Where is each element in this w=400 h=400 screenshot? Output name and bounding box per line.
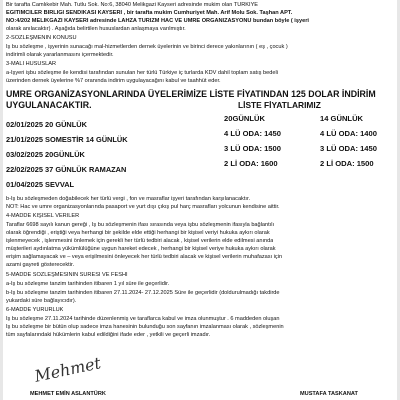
intro-line: EĞİTİMCİLER BİRLİĞİ SENDİKASI KAYSERİ , bir tarafta mukim Cumhuriyet Mah. Arif Molu Sok. Taşhan APT.: [6, 10, 293, 16]
section-6-title: 6-MADDE YÜRÜRLÜK: [6, 307, 64, 313]
body-line: müşterileri aydınlatma yükümlülüğüne uygun hareket edecek , herhangi bir kişisel veriye hukuka aykırı olarak: [6, 246, 276, 252]
section-2-title: 2-SÖZLEŞMENİN KONUSU: [6, 35, 77, 41]
signatory-left: MEHMET EMİN ASLANTÜRK: [30, 391, 106, 397]
body-line: yukardaki süre bağlayıcıdır).: [6, 298, 77, 304]
price-col-20-row: 4 LÜ ODA: 1450: [224, 129, 281, 138]
price-col-20-row: 2 Lİ ODA: 1600: [224, 159, 278, 168]
body-line: erişim sağlamayacak ve – veya erişilmesini önleyecek her türlü tedbiri alacak ve kişisel verilerin muhafazası için: [6, 254, 283, 260]
intro-line: NO:4/202 MELİKGAZİ KAYSERİ adresinde LAHZA TURİZM HAC VE UMRE ORGANİZASYONU bundan böyle ( işyeri: [6, 18, 309, 24]
section-3-title: 3-MALİ HUSUSLAR: [6, 61, 57, 67]
scan-edge-left: [0, 0, 3, 400]
section-4-title: 4-MADDE KİŞİSEL VERİLER: [6, 213, 80, 219]
discount-headline: UMRE ORGANİZASYONLARINDA ÜYELERİMİZE LİSTE FİYATINDAN 125 DOLAR İNDİRİM: [6, 89, 376, 99]
body-line: İş bu sözleşme 27.11.2024 tarihinde düzenlenmiş ve taraflarca kabul ve imza olunmuştur . 6 maddeden oluşan: [6, 316, 280, 322]
intro-line: Bir tarafta Camlıkebir Mah. Tutlu Sok. No:6, 38040 Melikgazi Kayseri adresinde mukim olan TÜRKİYE: [6, 2, 259, 8]
body-line: olarak öğrendiği , eriştiği veya herhangi bir şekilde elde ettiği herhangi bir kişisel veriyi hukuka aykırı olarak: [6, 230, 270, 236]
price-col-20-head: 20GÜNLÜK: [224, 114, 265, 123]
body-line: tüm sayfalarındaki hükümlerin kabul edildiğini ifade eder , yetkili ve geçerli imzadır.: [6, 332, 211, 338]
section-3-line: a-İşyeri işbu sözleşme ile kendisi tarafından sunulan her türlü Türkiye iç turlarda KDV dahil toplam satış bedeli: [6, 70, 278, 76]
body-line: a-İş bu sözleşme tanzim tarihinden itibaren 1 yıl süre ile geçerlidir.: [6, 281, 170, 287]
price-list-title: LİSTE FİYATLARIMIZ: [238, 100, 321, 110]
price-col-14-head: 14 GÜNLÜK: [320, 114, 364, 123]
section-2-line: indirimli olarak yararlanmasını içermektedir.: [6, 52, 114, 58]
price-col-14-row: 3 LÜ ODA: 1450: [320, 144, 377, 153]
body-line: işlenmeyecek , işlenmesini önlemek için gerekli her türlü tedbiri alacak , kişisel verilerin elde edilmesi anında: [6, 238, 274, 244]
price-col-20-row: 3 LÜ ODA: 1500: [224, 144, 281, 153]
tour-date: 01/04/2025 SEVVAL: [6, 180, 75, 189]
section-3-line: üzerinden dernek üyelerine %7 oranında indirim uygulayacağını kabul ve taahhüt eder.: [6, 78, 221, 84]
body-line: İş bu sözleşme bir bütün olup sadece imza hanesinin bulunduğu son sayfanın imzalanması olarak , sözleşmenin: [6, 324, 284, 330]
body-line: b-İş bu sözleşme tanzim tarihinden itibaren 27.11.2024- 27.12.2025 Süre ile geçerlidir (doldurulmadığı takdirde: [6, 290, 280, 296]
price-col-14-row: 2 Lİ ODA: 1500: [320, 159, 374, 168]
price-col-14-row: 4 LÜ ODA: 1400: [320, 129, 377, 138]
section-2-line: İş bu sözleşme , işyerinin sunacağı mal-hizmetlerden dernek üyelerinin ve birinci derece yakınlarının ( eş , çocuk ): [6, 44, 288, 50]
section-5-title: 5-MADDE SÖZLEŞMESİNİN SÜRESİ VE FESHİ: [6, 272, 128, 278]
tour-date: 03/02/2025 20GÜNLÜK: [6, 150, 85, 159]
body-line: NOT: Hac ve umre organizasyonlarında pasaport ve yurt dışı çıkış pul harç masrafları yolcunun kendisine aittir.: [6, 204, 280, 210]
signatory-right: MUSTAFA TASKANAT: [300, 391, 358, 397]
tour-date: 02/01/2025 20 GÜNLÜK: [6, 120, 87, 129]
body-line: azami gayreti gösterecektir.: [6, 262, 75, 268]
discount-headline-cont: UYGULANACAKTIR.: [6, 100, 92, 110]
tour-date: 21/01/2025 SOMESTİR 14 GÜNLÜK: [6, 135, 128, 144]
tour-date: 22/02/2025 37 GÜNLÜK RAMAZAN: [6, 165, 127, 174]
body-line: b-İş bu sözleşmeden doğabilecek her türlü vergi , fon ve masraflar işyeri tarafından karşılanacaktır.: [6, 196, 251, 202]
handwritten-signature: Mehmet: [32, 353, 103, 386]
intro-line: olarak anılacaktır) . Aşağıda belirtilen hususlardan anlaşmaya varılmıştır.: [6, 26, 186, 32]
body-line: Taraflar 6698 sayılı kanun gereği , İş bu sözleşmenin ifası sırasında veya işbu sözleşmenin ifasıyla bağlantılı: [6, 222, 275, 228]
